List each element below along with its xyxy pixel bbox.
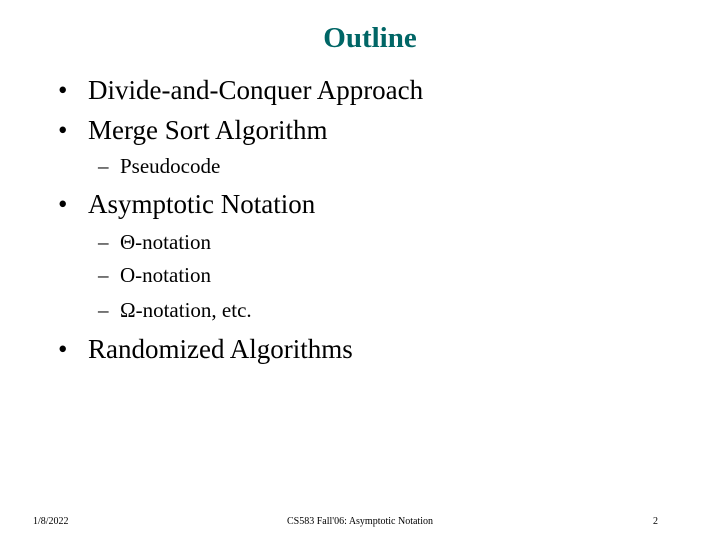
bullet-text: Asymptotic Notation (88, 189, 316, 219)
footer-page-number: 2 (653, 516, 658, 527)
bullet-text: Randomized Algorithms (88, 334, 353, 364)
bullet-item (58, 114, 328, 146)
bullet-marker: • (58, 334, 68, 364)
sub-item-text: Θ-notation (120, 230, 211, 254)
bullet-item (58, 74, 423, 106)
bullet-item (58, 188, 315, 220)
bullet-item (58, 333, 353, 365)
dash-marker: – (98, 154, 109, 178)
sub-item-text: O-notation (120, 263, 211, 287)
bullet-text: Merge Sort Algorithm (88, 115, 328, 145)
sub-item (98, 262, 211, 288)
bullet-marker: • (58, 115, 68, 145)
bullet-marker: • (58, 75, 68, 105)
bullet-marker: • (58, 189, 68, 219)
slide-title: Outline (323, 22, 417, 54)
dash-marker: – (98, 230, 109, 254)
dash-marker: – (98, 263, 109, 287)
sub-item (98, 297, 252, 323)
sub-item (98, 229, 211, 255)
footer-date: 1/8/2022 (33, 516, 69, 527)
footer-course: CS583 Fall'06: Asymptotic Notation (287, 516, 433, 527)
dash-marker: – (98, 298, 109, 322)
sub-item (98, 153, 220, 179)
sub-item-text: Pseudocode (120, 154, 221, 178)
bullet-text: Divide-and-Conquer Approach (88, 75, 424, 105)
sub-item-text: Ω-notation, etc. (120, 298, 252, 322)
